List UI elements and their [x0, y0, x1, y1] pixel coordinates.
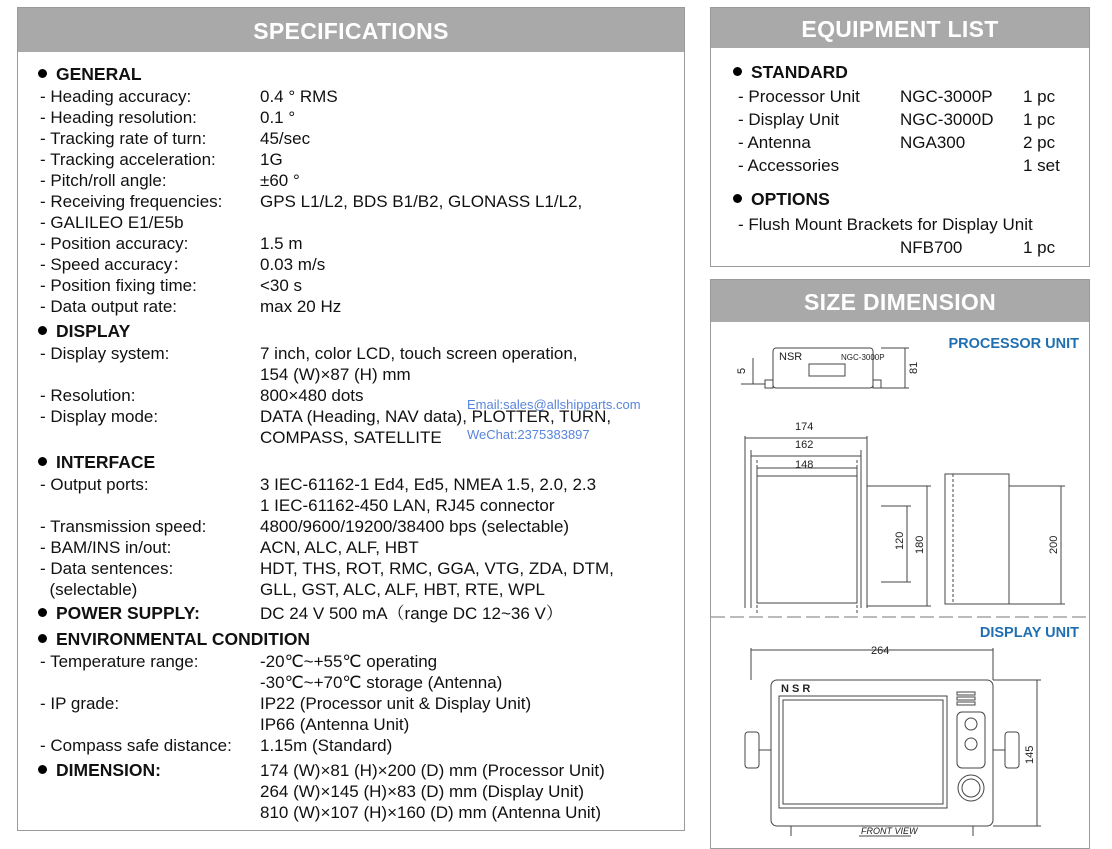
dim-120: 120: [894, 531, 906, 550]
display-unit-label: DISPLAY UNIT: [979, 625, 1079, 641]
general-heading: GENERAL: [38, 64, 142, 85]
bullet-icon: [733, 194, 742, 203]
processor-unit-label: PROCESSOR UNIT: [948, 336, 1079, 352]
bullet-icon: [733, 67, 742, 76]
processor-model: NGC-3000P: [841, 353, 885, 362]
front-view-label: FRONT VIEW: [861, 826, 918, 836]
dim-145: 145: [1024, 745, 1036, 764]
display-unit-drawing: [731, 640, 1081, 845]
equipment-list-panel: EQUIPMENT LIST STANDARD - Processor Unit NGC-3000P 1 pc - Display Unit NGC-3000D 1 pc - Antenna NGA300 2 pc - Accessories 1 set OPTIONS - Flush Mount Brackets for Display Unit NFB700 1 pc: [710, 7, 1090, 267]
section-divider: [711, 615, 1089, 619]
interface-heading: INTERFACE: [38, 452, 155, 473]
bullet-icon: [38, 765, 47, 774]
dim-180: 180: [914, 535, 926, 554]
processor-unit-drawing: [731, 338, 1081, 618]
specifications-panel: SPECIFICATIONS GENERAL - Heading accuracy: 0.4 ° RMS - Heading resolution: 0.1 ° - Tracking rate of turn: 45/sec - Tracking acceleration: 1G - Pitch/roll angle: ±60 ° - Receiving frequencies: GPS L1/L2, BDS B1/B2, GLONASS L1/L2, - GALILEO E1/E5b - Position accuracy: 1.5 m - Speed accuracy： 0.03 m/s - Position fixing time: <30 s - Data output rate: max 20 Hz DISPLAY - Display system: 7 inch, color LCD, touch screen operation, 154 (W)×87 (H) mm - Resolution: 800×480 dots - Display mode: DATA (Heading, NAV data), PLOTTER, TURN, COMPASS, SATELLITE Email:sales@allshipparts.com WeChat:2375383897 INTERFACE - Output ports: 3 IEC-61162-1 Ed4, Ed5, NMEA 1.5, 2.0, 2.3 1 IEC-61162-450 LAN, RJ45 connector - Transmission speed: 4800/9600/19200/38400 bps (selectable) - BAM/INS in/out: ACN, ALC, ALF, HBT - Data sentences: HDT, THS, ROT, RMC, GGA, VTG, ZDA, DTM, (selectable) GLL, GST, ALC, ALF, HBT, RTE, WPL POWER SUPPLY: DC 24 V 500 mA（range DC 12~36 V） ENVIRONMENTAL CONDITION - Temperature range: -20℃~+55℃ operating -30℃~+70℃ storage (Antenna) - IP grade: IP22 (Processor unit & Display Unit) IP66 (Antenna Unit) - Compass safe distance: 1.15m (Standard) DIMENSION: 174 (W)×81 (H)×200 (D) mm (Processor Unit) 264 (W)×145 (H)×83 (D) mm (Display Unit) 810 (W)×107 (H)×160 (D) mm (Antenna Unit): [17, 7, 685, 831]
display-brand: N S R: [781, 683, 811, 695]
dim-200: 200: [1048, 535, 1060, 554]
processor-brand: NSR: [779, 351, 803, 363]
bullet-icon: [38, 457, 47, 466]
specifications-title: SPECIFICATIONS: [18, 8, 684, 52]
bullet-icon: [38, 69, 47, 78]
bullet-icon: [38, 608, 47, 617]
dim-174: 174: [795, 421, 814, 433]
equipment-list-title: EQUIPMENT LIST: [711, 8, 1089, 48]
bullet-icon: [38, 326, 47, 335]
watermark-wechat: WeChat:2375383897: [467, 427, 590, 442]
display-heading: DISPLAY: [38, 321, 130, 342]
dim-81: 81: [908, 361, 920, 374]
watermark-email: Email:sales@allshipparts.com: [467, 397, 641, 412]
size-dimension-title: SIZE DIMENSION: [711, 280, 1089, 322]
environmental-heading: ENVIRONMENTAL CONDITION: [38, 629, 310, 650]
dim-162: 162: [795, 439, 814, 451]
standard-heading: STANDARD: [733, 62, 848, 83]
options-heading: OPTIONS: [733, 189, 830, 210]
dim-148: 148: [795, 459, 814, 471]
size-dimension-panel: [710, 279, 1090, 849]
dim-5: 5: [736, 367, 748, 374]
bullet-icon: [38, 634, 47, 643]
dim-264: 264: [871, 645, 890, 657]
